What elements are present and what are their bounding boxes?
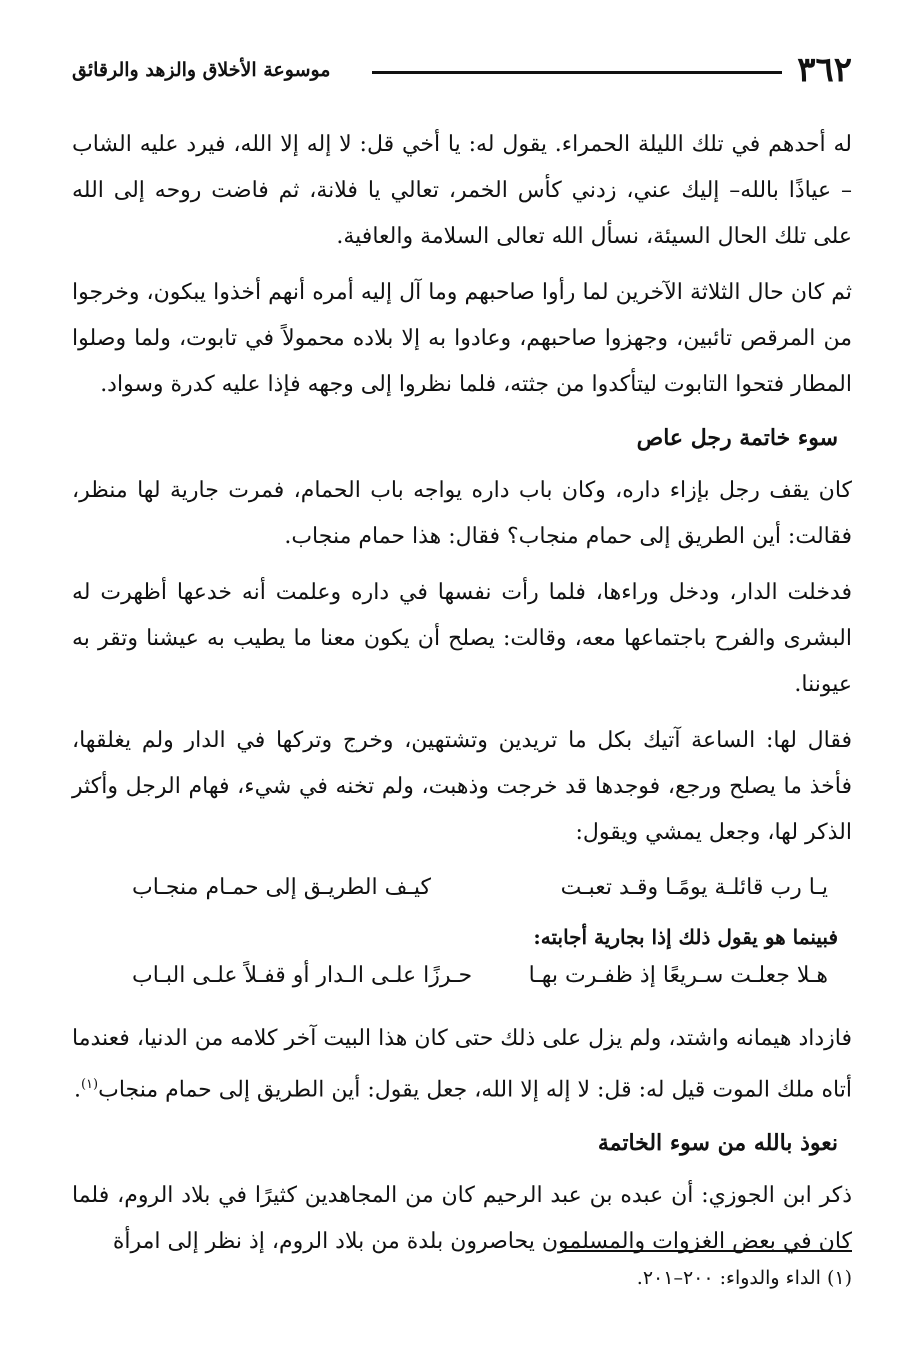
header-rule [372,71,782,74]
paragraph-7-end: . [73,1077,81,1103]
paragraph-4: فدخلت الدار، ودخل وراءها، فلما رأت نفسها في داره وعلمت أنه خدعها أظهرت له البشرى والفرح باجتماعها معه، وقالت: يصلح أن يكون معنا ما يطيب به عيشنا وتقر به عيوننا. [72,580,852,697]
paragraph-2: ثم كان حال الثلاثة الآخرين لما رأوا صاحبهم وما آل إليه أمره أنهم أخذوا يبكون، وخرجوا من المرقص تائبين، وجهزوا صاحبهم، وعادوا به إلا بلاده محمولاً في تابوت، ولما وصلوا المطار فتحوا التابوت ليتأكدوا من جثته، فلما نظروا إلى وجهه فإذا عليه كدرة وسواد. [72,280,852,397]
verse-2-second-hemistich: حـرزًا علـى الـدار أو قفـلاً علـى البـاب [132,963,473,988]
page-number: ٣٦٢ [797,50,852,90]
book-page [72,0,852,1368]
paragraph-1: له أحدهم في تلك الليلة الحمراء. يقول له: يا أخي قل: لا إله إلا الله، فيرد عليه الشاب – عياذًا بالله– إليك عني، زدني كأس الخمر، تعالي يا فلانة، ثم فاضت روحه إلى الله على تلك الحال السيئة، نسأل الله تعالى السلامة والعافية. [72,132,852,249]
book-title: موسوعة الأخلاق والزهد والرقائق [72,59,331,81]
paragraph-7 [72,1016,852,1113]
footnote-rule [562,1250,852,1252]
section-heading-2: نعوذ بالله من سوء الخاتمة [597,1130,838,1157]
paragraph-6: فبينما هو يقول ذلك إذا بجارية أجابته: [533,925,838,949]
paragraph-3: كان يقف رجل بإزاء داره، وكان باب داره يواجه باب الحمام، فمرت جارية لها منظر، فقالت: أين الطريق إلى حمام منجاب؟ فقال: هذا حمام منجاب. [72,478,852,549]
verse-1-second-hemistich: كيـف الطريـق إلى حمـام منجـاب [132,875,431,900]
paragraph-8: ذكر ابن الجوزي: أن عبده بن عبد الرحيم كان من المجاهدين كثيرًا في بلاد الروم، فلما كان في بعض الغزوات والمسلمون يحاصرون بلدة من بلاد الروم، إذ نظر إلى امرأة [72,1183,852,1255]
verse-1 [72,866,852,910]
footnote: (١) الداء والدواء: ٢٠٠–٢٠١. [636,1267,852,1289]
footnote-reference[interactable]: (١) [80,1077,99,1092]
page-header [72,52,852,92]
verse-1-first-hemistich: يـا رب قائلـة يومًـا وقـد تعبـت [560,875,828,900]
verse-2-first-hemistich: هـلا جعلـت سـريعًا إذ ظفـرت بهـا [528,963,828,988]
paragraph-7-text: فازداد هيمانه واشتد، ولم يزل على ذلك حتى كان هذا البيت آخر كلامه من الدنيا، فعندما أتاه ملك الموت قيل له: قل: لا إله إلا الله، جعل يقول: أين الطريق إلى حمام منجاب [72,1026,852,1103]
paragraph-5: فقال لها: الساعة آتيك بكل ما تريدين وتشتهين، وخرج وتركها في الدار ولم يغلقها، فأخذ ما يصلح ورجع، فوجدها قد خرجت وذهبت، ولم تخنه في شيء، فهام الرجل وأكثر الذكر لها، وجعل يمشي ويقول: [72,728,853,845]
verse-2 [72,954,852,998]
page-body [72,122,852,1275]
section-heading-1: سوء خاتمة رجل عاص [636,425,838,451]
